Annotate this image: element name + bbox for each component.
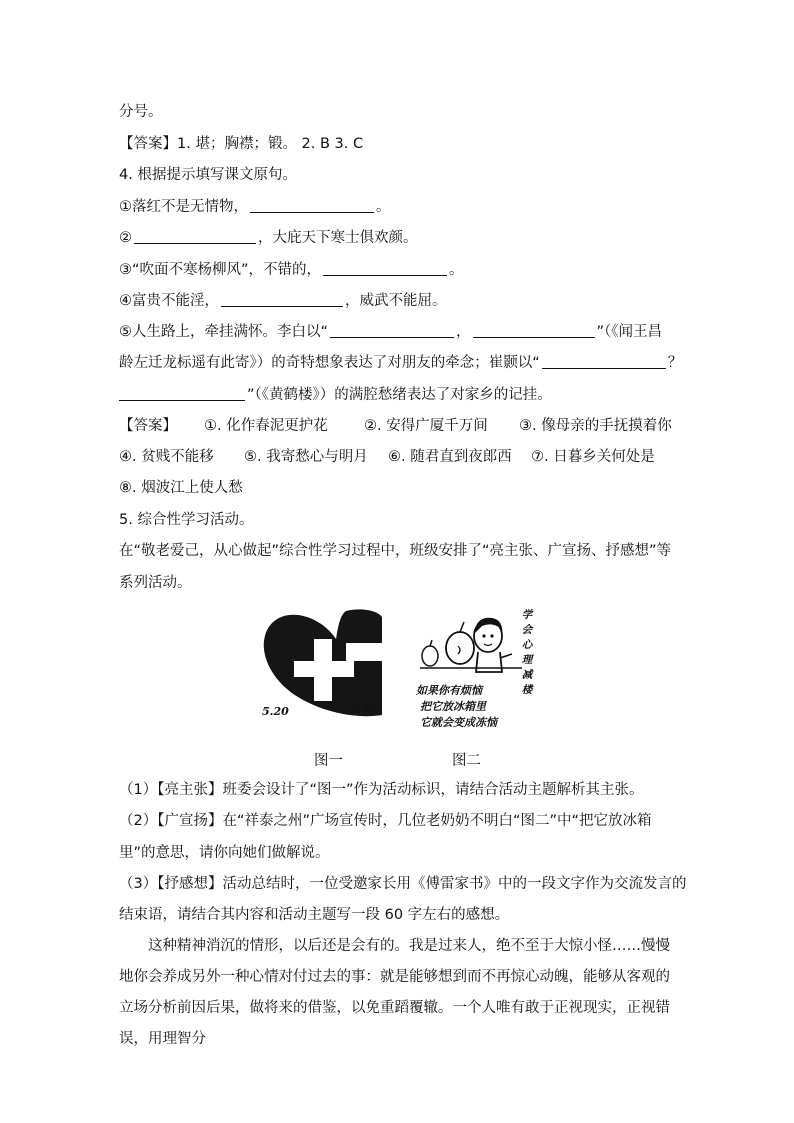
answer-item-8: ⑧. 烟波江上使人愁 (119, 480, 243, 496)
question-5-title: 5. 综合性学习活动。 (119, 512, 254, 528)
figure-1-date-left: 5.20 (262, 705, 289, 718)
figure-1-date-right: 5.25 (350, 701, 377, 714)
blank-line-1 (119, 197, 391, 217)
blank-line-5-end: ”（《闻王昌 (596, 324, 663, 340)
figure-2-cartoon (412, 606, 542, 730)
blank-line-5-text: ⑤人生路上，牵挂满怀。李白以“ (119, 324, 329, 340)
answer-item-7: ⑦. 日暮乡关何处是 (531, 449, 655, 465)
sub-question-3-cont: 结束语，请结合其内容和活动主题写一段 60 字左右的感想。 (119, 907, 510, 923)
answer-item-5: ⑤. 我寄愁心与明月 (244, 449, 368, 465)
figure-1-heart-logo (258, 605, 388, 723)
blank-line-6 (119, 353, 682, 373)
quoted-passage: 这种精神消沉的情形，以后还是会有的。我是过来人，绝不至于大惊小怪……慢慢地你会养成另外一种心情对付过去的事：就是能够想到而不再惊心动魄，能够从客观的立场分析前因后果，做将来的借鉴，以免重蹈覆辙。一个人唯有敢于正视现实，正视错误，用理智分 (119, 938, 670, 1047)
blank-line-6-text: 龄左迁龙标遥有此寄》）的奇特想象表达了对朋友的牵念；崔颢以“ (119, 355, 540, 371)
blank-line-7 (119, 385, 552, 405)
figure-2-line-3: 它就会变成冻恼 (420, 716, 497, 729)
blank-line-3 (119, 260, 464, 280)
figure-2-vertical-text: 学会心理减楼 (521, 609, 533, 696)
blank-line-1-text: ①落红不是无情物， (119, 199, 248, 215)
answer-line-1: 【答案】1. 堪；胸襟；锻。 2. B 3. C (119, 136, 364, 152)
answer-label: 【答案】 (119, 418, 177, 434)
blank-line-4-text: ④富贵不能淫， (119, 293, 219, 309)
fill-blank[interactable] (473, 322, 595, 338)
fill-blank[interactable] (134, 228, 256, 244)
blank-line-4 (119, 291, 447, 311)
fill-blank[interactable] (250, 197, 374, 213)
answer-item-4: ④. 贫贱不能移 (119, 449, 214, 465)
blank-line-1-end: 。 (376, 199, 391, 215)
blank-line-2 (119, 228, 418, 248)
fill-blank[interactable] (221, 291, 343, 307)
blank-line-3-end: 。 (449, 262, 464, 278)
answer-item-1: ①. 化作春泥更护花 (204, 418, 328, 434)
blank-line-5 (119, 322, 662, 342)
blank-line-5-sep: ， (456, 324, 471, 340)
blank-line-6-end: ？ (667, 355, 683, 371)
blank-line-7-text: ”（《黄鹤楼》）的满腔愁绪表达了对家乡的记挂。 (247, 387, 552, 403)
question-4-title: 4. 根据提示填写课文原句。 (119, 167, 297, 183)
sub-question-2-cont: 里”的意思，请你向她们做解说。 (119, 845, 330, 861)
blank-line-2-end: ，大庇天下寒士俱欢颜。 (258, 230, 418, 246)
answer-item-6: ⑥. 随君直到夜郎西 (388, 449, 512, 465)
answer-item-2: ②. 安得广厦千万间 (364, 418, 488, 434)
figure-1-caption: 图一 (314, 753, 343, 769)
question-5-intro: 在“敬老爱己，从心做起”综合性学习过程中，班级安排了“亮主张、广宣扬、抒感想”等 (119, 543, 672, 559)
answer-item-3: ③. 像母亲的手抚摸着你 (519, 418, 672, 434)
text-line-continuation: 分号。 (119, 104, 163, 120)
fill-blank[interactable] (542, 353, 666, 369)
fill-blank[interactable] (323, 260, 447, 276)
sub-question-3: （3）【抒感想】活动总结时，一位受邀家长用《傅雷家书》中的一段文字作为交流发言的 (119, 876, 687, 892)
question-5-intro-end: 系列活动。 (119, 575, 192, 591)
blank-line-3-text: ③“吹面不寒杨柳风”，不错的， (119, 262, 322, 278)
blank-line-4-end: ，威武不能屈。 (345, 293, 447, 309)
figure-2-caption: 图二 (452, 753, 481, 769)
sub-question-2: （2）【广宣扬】在“祥泰之州”广场宣传时，几位老奶奶不明白“图二”中“把它放冰箱 (119, 813, 652, 829)
fill-blank[interactable] (119, 385, 245, 401)
blank-line-2-text: ② (119, 230, 132, 246)
fill-blank[interactable] (330, 322, 454, 338)
sub-question-1: （1）【亮主张】班委会设计了“图一”作为活动标识，请结合活动主题解析其主张。 (119, 782, 644, 798)
figure-2-line-1: 如果你有烦恼 (416, 684, 482, 697)
figure-2-line-2: 把它放冰箱里 (420, 700, 486, 713)
